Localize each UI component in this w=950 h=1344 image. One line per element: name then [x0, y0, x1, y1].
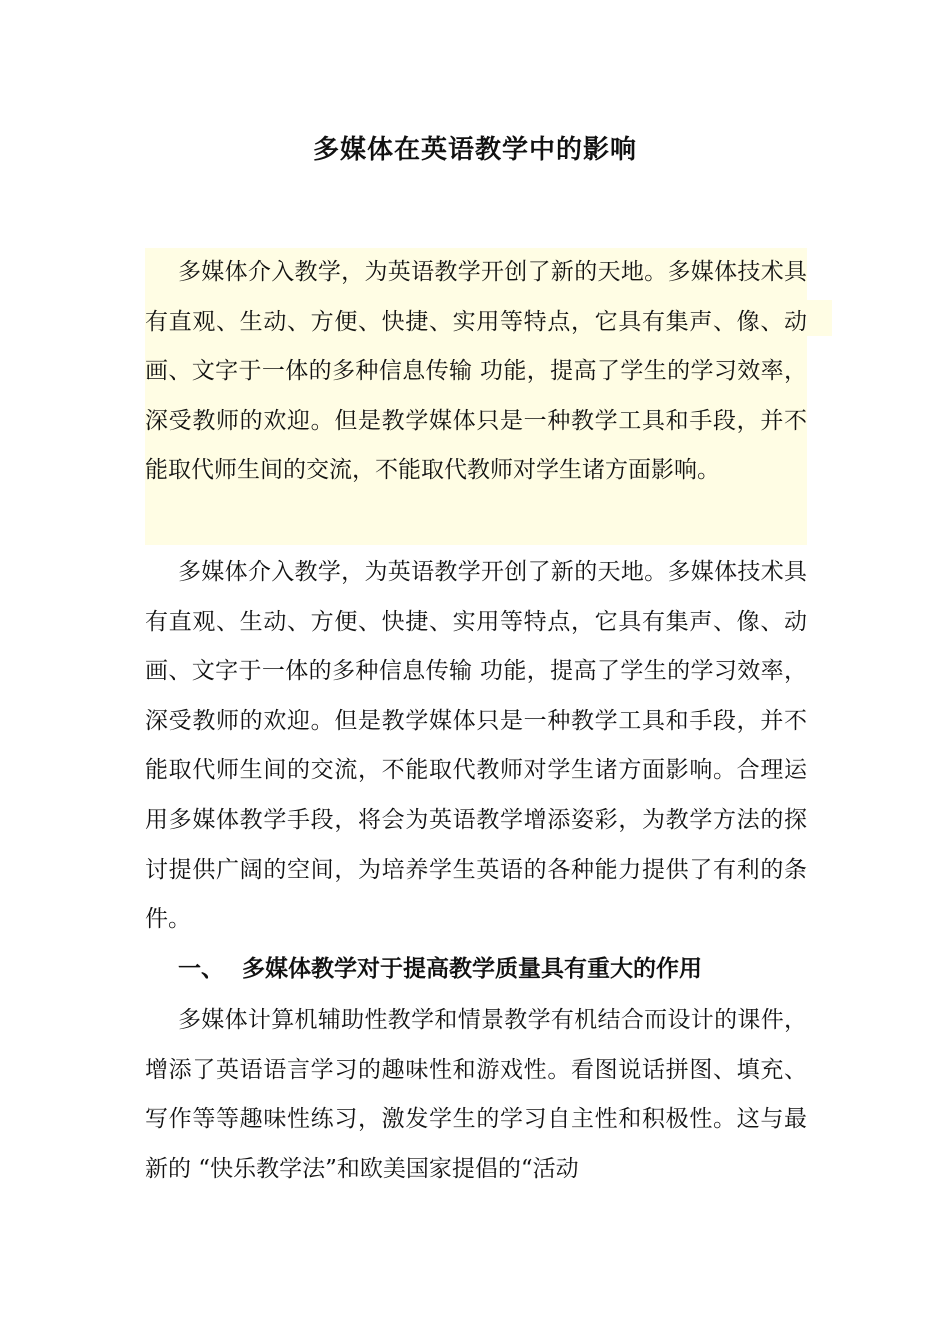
- paragraph-3: 多媒体计算机辅助性教学和情景教学有机结合而设计的课件，增添了英语语言学习的趣味性和游戏性。看图说话拼图、填充、写作等等趣味性练习，激发学生的学习自主性和积极性。这与最新的 “快乐教学法”和欧美国家提倡的“活动: [145, 1007, 807, 1182]
- paragraph-2: 多媒体介入教学，为英语教学开创了新的天地。多媒体技术具有直观、生动、方便、快捷、实用等特点，它具有集声、像、动画、文字于一体的多种信息传输 功能，提高了学生的学习效率，深受教师的欢迎。但是教学媒体只是一种教学工具和手段，并不能取代师生间的交流，不能取代教师对学生诸方面影响。合理运用多媒体教学手段，将会为英语教学增添姿彩，为教学方法的探讨提供广阔的空间，为培养学生英语的各种能力提供了有利的条件。: [145, 559, 807, 933]
- section-heading: [178, 944, 702, 994]
- section-number: 一、: [178, 955, 224, 982]
- document-title: 多媒体在英语教学中的影响: [312, 135, 637, 165]
- section-heading-text: 多媒体教学对于提高教学质量具有重大的作用: [242, 955, 702, 982]
- paragraph-1: 多媒体介入教学，为英语教学开创了新的天地。多媒体技术具有直观、生动、方便、快捷、实用等特点，它具有集声、像、动画、文字于一体的多种信息传输 功能，提高了学生的学习效率，深受教师的欢迎。但是教学媒体只是一种教学工具和手段，并不能取代师生间的交流，不能取代教师对学生诸方面影响。: [145, 259, 807, 484]
